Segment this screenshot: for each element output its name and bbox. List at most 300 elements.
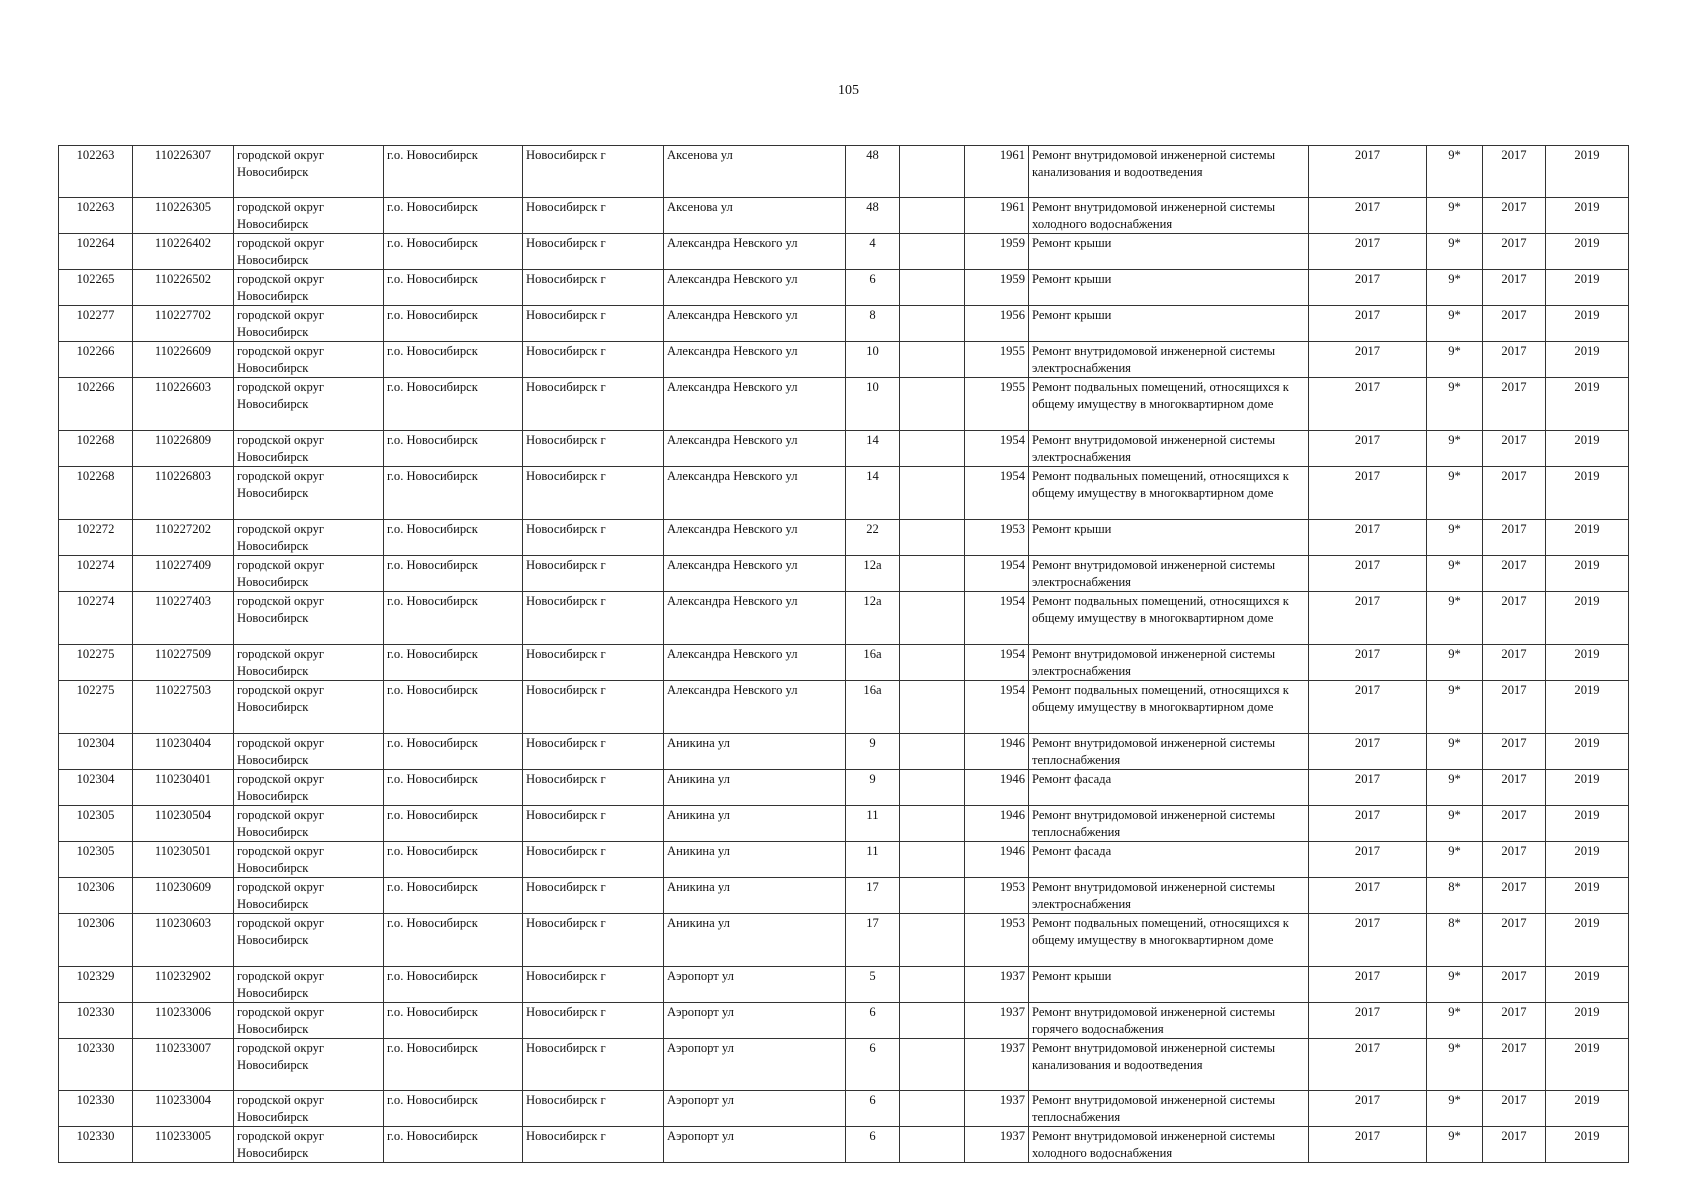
cell-district: городской округ Новосибирск <box>234 734 384 770</box>
repair-program-table <box>58 145 1629 1163</box>
cell-floors: 9* <box>1427 842 1483 878</box>
cell-start-year: 2017 <box>1483 306 1546 342</box>
cell-street: Александра Невского ул <box>664 520 846 556</box>
cell-plan-year: 2017 <box>1309 1003 1427 1039</box>
cell-work-type: Ремонт подвальных помещений, относящихся к общему имуществу в многоквартирном доме <box>1029 681 1309 734</box>
cell-code: 110226502 <box>133 270 234 306</box>
cell-street: Александра Невского ул <box>664 681 846 734</box>
cell-id: 102330 <box>59 1127 133 1163</box>
cell-house: 10 <box>846 342 900 378</box>
table-row <box>59 878 1629 914</box>
cell-street: Александра Невского ул <box>664 270 846 306</box>
cell-start-year: 2017 <box>1483 681 1546 734</box>
cell-house: 6 <box>846 1091 900 1127</box>
cell-start-year: 2017 <box>1483 806 1546 842</box>
cell-id: 102330 <box>59 1003 133 1039</box>
cell-plan-year: 2017 <box>1309 878 1427 914</box>
table-row <box>59 1127 1629 1163</box>
cell-house: 4 <box>846 234 900 270</box>
cell-floors: 9* <box>1427 306 1483 342</box>
table-row <box>59 556 1629 592</box>
cell-municipality: г.о. Новосибирск <box>384 270 523 306</box>
cell-work-type: Ремонт внутридомовой инженерной системы электроснабжения <box>1029 431 1309 467</box>
cell-city: Новосибирск г <box>523 146 664 198</box>
cell-start-year: 2017 <box>1483 1127 1546 1163</box>
table-row <box>59 342 1629 378</box>
cell-street: Александра Невского ул <box>664 378 846 431</box>
cell-empty <box>900 556 965 592</box>
cell-year-built: 1937 <box>965 967 1029 1003</box>
table-row <box>59 681 1629 734</box>
cell-floors: 9* <box>1427 378 1483 431</box>
cell-year-built: 1955 <box>965 342 1029 378</box>
cell-code: 110233006 <box>133 1003 234 1039</box>
cell-street: Александра Невского ул <box>664 467 846 520</box>
cell-id: 102304 <box>59 770 133 806</box>
cell-id: 102263 <box>59 198 133 234</box>
cell-district: городской округ Новосибирск <box>234 1003 384 1039</box>
cell-district: городской округ Новосибирск <box>234 467 384 520</box>
cell-end-year: 2019 <box>1546 342 1629 378</box>
table-row <box>59 592 1629 645</box>
cell-house: 12а <box>846 556 900 592</box>
cell-floors: 9* <box>1427 1127 1483 1163</box>
cell-floors: 9* <box>1427 806 1483 842</box>
cell-work-type: Ремонт крыши <box>1029 234 1309 270</box>
cell-code: 110233004 <box>133 1091 234 1127</box>
cell-plan-year: 2017 <box>1309 378 1427 431</box>
cell-work-type: Ремонт подвальных помещений, относящихся к общему имуществу в многоквартирном доме <box>1029 914 1309 967</box>
cell-district: городской округ Новосибирск <box>234 842 384 878</box>
table-row <box>59 146 1629 198</box>
cell-code: 110226402 <box>133 234 234 270</box>
cell-id: 102266 <box>59 378 133 431</box>
cell-plan-year: 2017 <box>1309 1091 1427 1127</box>
cell-district: городской округ Новосибирск <box>234 878 384 914</box>
cell-plan-year: 2017 <box>1309 556 1427 592</box>
cell-district: городской округ Новосибирск <box>234 431 384 467</box>
cell-municipality: г.о. Новосибирск <box>384 234 523 270</box>
cell-start-year: 2017 <box>1483 1091 1546 1127</box>
cell-work-type: Ремонт внутридомовой инженерной системы теплоснабжения <box>1029 806 1309 842</box>
cell-end-year: 2019 <box>1546 1091 1629 1127</box>
cell-start-year: 2017 <box>1483 234 1546 270</box>
cell-code: 110226809 <box>133 431 234 467</box>
cell-year-built: 1954 <box>965 645 1029 681</box>
cell-municipality: г.о. Новосибирск <box>384 878 523 914</box>
cell-house: 9 <box>846 770 900 806</box>
cell-plan-year: 2017 <box>1309 842 1427 878</box>
cell-floors: 8* <box>1427 878 1483 914</box>
cell-floors: 9* <box>1427 146 1483 198</box>
cell-city: Новосибирск г <box>523 1003 664 1039</box>
cell-street: Аникина ул <box>664 734 846 770</box>
cell-work-type: Ремонт крыши <box>1029 270 1309 306</box>
cell-work-type: Ремонт внутридомовой инженерной системы канализования и водоотведения <box>1029 1039 1309 1091</box>
page-number: 105 <box>838 83 859 98</box>
cell-house: 48 <box>846 146 900 198</box>
cell-code: 110230603 <box>133 914 234 967</box>
cell-id: 102272 <box>59 520 133 556</box>
cell-floors: 9* <box>1427 342 1483 378</box>
cell-id: 102264 <box>59 234 133 270</box>
cell-street: Аэропорт ул <box>664 1039 846 1091</box>
cell-work-type: Ремонт крыши <box>1029 967 1309 1003</box>
cell-end-year: 2019 <box>1546 556 1629 592</box>
cell-house: 6 <box>846 1003 900 1039</box>
cell-district: городской округ Новосибирск <box>234 1091 384 1127</box>
cell-city: Новосибирск г <box>523 520 664 556</box>
cell-city: Новосибирск г <box>523 645 664 681</box>
cell-work-type: Ремонт крыши <box>1029 306 1309 342</box>
cell-empty <box>900 842 965 878</box>
cell-city: Новосибирск г <box>523 1039 664 1091</box>
cell-code: 110230504 <box>133 806 234 842</box>
cell-city: Новосибирск г <box>523 342 664 378</box>
cell-empty <box>900 645 965 681</box>
cell-start-year: 2017 <box>1483 556 1546 592</box>
cell-city: Новосибирск г <box>523 306 664 342</box>
cell-municipality: г.о. Новосибирск <box>384 967 523 1003</box>
cell-empty <box>900 878 965 914</box>
cell-empty <box>900 270 965 306</box>
cell-floors: 9* <box>1427 431 1483 467</box>
cell-empty <box>900 1003 965 1039</box>
cell-code: 110227509 <box>133 645 234 681</box>
cell-floors: 8* <box>1427 914 1483 967</box>
table-row <box>59 467 1629 520</box>
cell-house: 11 <box>846 842 900 878</box>
cell-year-built: 1953 <box>965 914 1029 967</box>
cell-empty <box>900 734 965 770</box>
cell-house: 10 <box>846 378 900 431</box>
cell-district: городской округ Новосибирск <box>234 681 384 734</box>
cell-floors: 9* <box>1427 556 1483 592</box>
cell-street: Александра Невского ул <box>664 306 846 342</box>
cell-district: городской округ Новосибирск <box>234 306 384 342</box>
cell-code: 110230401 <box>133 770 234 806</box>
cell-city: Новосибирск г <box>523 1127 664 1163</box>
cell-floors: 9* <box>1427 234 1483 270</box>
cell-municipality: г.о. Новосибирск <box>384 467 523 520</box>
cell-start-year: 2017 <box>1483 342 1546 378</box>
cell-work-type: Ремонт подвальных помещений, относящихся к общему имуществу в многоквартирном доме <box>1029 467 1309 520</box>
cell-end-year: 2019 <box>1546 198 1629 234</box>
cell-start-year: 2017 <box>1483 967 1546 1003</box>
cell-code: 110227503 <box>133 681 234 734</box>
cell-plan-year: 2017 <box>1309 734 1427 770</box>
cell-work-type: Ремонт внутридомовой инженерной системы горячего водоснабжения <box>1029 1003 1309 1039</box>
cell-code: 110232902 <box>133 967 234 1003</box>
cell-plan-year: 2017 <box>1309 770 1427 806</box>
cell-end-year: 2019 <box>1546 270 1629 306</box>
cell-empty <box>900 520 965 556</box>
cell-municipality: г.о. Новосибирск <box>384 592 523 645</box>
cell-district: городской округ Новосибирск <box>234 592 384 645</box>
cell-empty <box>900 1127 965 1163</box>
table-row <box>59 1039 1629 1091</box>
cell-start-year: 2017 <box>1483 914 1546 967</box>
cell-plan-year: 2017 <box>1309 342 1427 378</box>
cell-plan-year: 2017 <box>1309 146 1427 198</box>
cell-city: Новосибирск г <box>523 431 664 467</box>
cell-district: городской округ Новосибирск <box>234 378 384 431</box>
cell-city: Новосибирск г <box>523 556 664 592</box>
cell-work-type: Ремонт внутридомовой инженерной системы теплоснабжения <box>1029 1091 1309 1127</box>
cell-empty <box>900 431 965 467</box>
cell-municipality: г.о. Новосибирск <box>384 806 523 842</box>
cell-start-year: 2017 <box>1483 592 1546 645</box>
cell-floors: 9* <box>1427 1039 1483 1091</box>
cell-house: 9 <box>846 734 900 770</box>
cell-empty <box>900 967 965 1003</box>
cell-plan-year: 2017 <box>1309 1039 1427 1091</box>
table-row <box>59 770 1629 806</box>
cell-floors: 9* <box>1427 770 1483 806</box>
cell-street: Аникина ул <box>664 842 846 878</box>
table-row <box>59 914 1629 967</box>
cell-house: 22 <box>846 520 900 556</box>
cell-code: 110233005 <box>133 1127 234 1163</box>
cell-house: 14 <box>846 467 900 520</box>
cell-end-year: 2019 <box>1546 842 1629 878</box>
cell-start-year: 2017 <box>1483 878 1546 914</box>
cell-floors: 9* <box>1427 681 1483 734</box>
cell-end-year: 2019 <box>1546 431 1629 467</box>
cell-district: городской округ Новосибирск <box>234 914 384 967</box>
cell-year-built: 1937 <box>965 1127 1029 1163</box>
cell-city: Новосибирск г <box>523 734 664 770</box>
cell-year-built: 1937 <box>965 1039 1029 1091</box>
cell-start-year: 2017 <box>1483 270 1546 306</box>
cell-city: Новосибирск г <box>523 234 664 270</box>
cell-municipality: г.о. Новосибирск <box>384 770 523 806</box>
cell-city: Новосибирск г <box>523 806 664 842</box>
cell-id: 102265 <box>59 270 133 306</box>
cell-year-built: 1937 <box>965 1091 1029 1127</box>
cell-street: Александра Невского ул <box>664 645 846 681</box>
cell-year-built: 1954 <box>965 431 1029 467</box>
cell-municipality: г.о. Новосибирск <box>384 734 523 770</box>
cell-work-type: Ремонт подвальных помещений, относящихся к общему имуществу в многоквартирном доме <box>1029 378 1309 431</box>
cell-start-year: 2017 <box>1483 645 1546 681</box>
cell-plan-year: 2017 <box>1309 520 1427 556</box>
cell-start-year: 2017 <box>1483 467 1546 520</box>
cell-district: городской округ Новосибирск <box>234 342 384 378</box>
cell-empty <box>900 342 965 378</box>
cell-end-year: 2019 <box>1546 806 1629 842</box>
cell-end-year: 2019 <box>1546 914 1629 967</box>
cell-street: Александра Невского ул <box>664 234 846 270</box>
cell-end-year: 2019 <box>1546 146 1629 198</box>
cell-year-built: 1946 <box>965 734 1029 770</box>
cell-floors: 9* <box>1427 198 1483 234</box>
cell-work-type: Ремонт крыши <box>1029 520 1309 556</box>
cell-year-built: 1954 <box>965 556 1029 592</box>
cell-id: 102305 <box>59 806 133 842</box>
cell-year-built: 1946 <box>965 842 1029 878</box>
cell-year-built: 1954 <box>965 592 1029 645</box>
cell-work-type: Ремонт внутридомовой инженерной системы канализования и водоотведения <box>1029 146 1309 198</box>
cell-start-year: 2017 <box>1483 431 1546 467</box>
cell-code: 110226603 <box>133 378 234 431</box>
cell-end-year: 2019 <box>1546 234 1629 270</box>
cell-work-type: Ремонт внутридомовой инженерной системы электроснабжения <box>1029 556 1309 592</box>
table-row <box>59 842 1629 878</box>
cell-year-built: 1946 <box>965 770 1029 806</box>
cell-empty <box>900 146 965 198</box>
cell-end-year: 2019 <box>1546 681 1629 734</box>
cell-city: Новосибирск г <box>523 378 664 431</box>
cell-id: 102266 <box>59 342 133 378</box>
cell-city: Новосибирск г <box>523 198 664 234</box>
cell-empty <box>900 234 965 270</box>
cell-house: 17 <box>846 878 900 914</box>
cell-empty <box>900 770 965 806</box>
cell-floors: 9* <box>1427 967 1483 1003</box>
cell-plan-year: 2017 <box>1309 806 1427 842</box>
cell-plan-year: 2017 <box>1309 681 1427 734</box>
cell-id: 102268 <box>59 467 133 520</box>
cell-plan-year: 2017 <box>1309 467 1427 520</box>
cell-street: Аэропорт ул <box>664 1091 846 1127</box>
cell-work-type: Ремонт внутридомовой инженерной системы холодного водоснабжения <box>1029 198 1309 234</box>
cell-code: 110226305 <box>133 198 234 234</box>
cell-plan-year: 2017 <box>1309 967 1427 1003</box>
cell-empty <box>900 914 965 967</box>
table-body <box>59 146 1629 1163</box>
cell-house: 11 <box>846 806 900 842</box>
cell-house: 16а <box>846 645 900 681</box>
cell-id: 102305 <box>59 842 133 878</box>
table-row <box>59 306 1629 342</box>
table-row <box>59 734 1629 770</box>
cell-code: 110233007 <box>133 1039 234 1091</box>
cell-plan-year: 2017 <box>1309 234 1427 270</box>
cell-year-built: 1961 <box>965 198 1029 234</box>
cell-floors: 9* <box>1427 645 1483 681</box>
cell-year-built: 1937 <box>965 1003 1029 1039</box>
cell-code: 110227702 <box>133 306 234 342</box>
cell-code: 110227202 <box>133 520 234 556</box>
cell-code: 110230609 <box>133 878 234 914</box>
cell-city: Новосибирск г <box>523 592 664 645</box>
cell-empty <box>900 1091 965 1127</box>
cell-id: 102306 <box>59 914 133 967</box>
cell-id: 102268 <box>59 431 133 467</box>
cell-city: Новосибирск г <box>523 270 664 306</box>
cell-house: 6 <box>846 1127 900 1163</box>
cell-year-built: 1954 <box>965 681 1029 734</box>
cell-end-year: 2019 <box>1546 967 1629 1003</box>
table-row <box>59 1003 1629 1039</box>
cell-municipality: г.о. Новосибирск <box>384 1091 523 1127</box>
cell-end-year: 2019 <box>1546 1003 1629 1039</box>
cell-floors: 9* <box>1427 734 1483 770</box>
cell-work-type: Ремонт внутридомовой инженерной системы теплоснабжения <box>1029 734 1309 770</box>
cell-work-type: Ремонт фасада <box>1029 842 1309 878</box>
table-row <box>59 1091 1629 1127</box>
cell-district: городской округ Новосибирск <box>234 198 384 234</box>
cell-floors: 9* <box>1427 592 1483 645</box>
cell-municipality: г.о. Новосибирск <box>384 1003 523 1039</box>
cell-municipality: г.о. Новосибирск <box>384 556 523 592</box>
cell-empty <box>900 467 965 520</box>
cell-start-year: 2017 <box>1483 520 1546 556</box>
cell-id: 102275 <box>59 681 133 734</box>
cell-street: Аксенова ул <box>664 198 846 234</box>
cell-municipality: г.о. Новосибирск <box>384 1127 523 1163</box>
cell-municipality: г.о. Новосибирск <box>384 681 523 734</box>
cell-year-built: 1954 <box>965 467 1029 520</box>
cell-end-year: 2019 <box>1546 1127 1629 1163</box>
cell-municipality: г.о. Новосибирск <box>384 914 523 967</box>
cell-street: Аэропорт ул <box>664 967 846 1003</box>
cell-empty <box>900 806 965 842</box>
table-row <box>59 967 1629 1003</box>
cell-start-year: 2017 <box>1483 198 1546 234</box>
cell-street: Аэропорт ул <box>664 1003 846 1039</box>
cell-id: 102275 <box>59 645 133 681</box>
cell-house: 48 <box>846 198 900 234</box>
table-row <box>59 806 1629 842</box>
cell-house: 8 <box>846 306 900 342</box>
cell-municipality: г.о. Новосибирск <box>384 306 523 342</box>
cell-id: 102329 <box>59 967 133 1003</box>
cell-municipality: г.о. Новосибирск <box>384 520 523 556</box>
cell-municipality: г.о. Новосибирск <box>384 1039 523 1091</box>
cell-start-year: 2017 <box>1483 734 1546 770</box>
cell-work-type: Ремонт внутридомовой инженерной системы электроснабжения <box>1029 878 1309 914</box>
cell-city: Новосибирск г <box>523 467 664 520</box>
cell-work-type: Ремонт подвальных помещений, относящихся к общему имуществу в многоквартирном доме <box>1029 592 1309 645</box>
cell-municipality: г.о. Новосибирск <box>384 198 523 234</box>
cell-district: городской округ Новосибирск <box>234 967 384 1003</box>
table-row <box>59 198 1629 234</box>
cell-city: Новосибирск г <box>523 914 664 967</box>
cell-empty <box>900 306 965 342</box>
cell-id: 102330 <box>59 1091 133 1127</box>
cell-empty <box>900 681 965 734</box>
cell-floors: 9* <box>1427 520 1483 556</box>
cell-end-year: 2019 <box>1546 378 1629 431</box>
cell-id: 102274 <box>59 592 133 645</box>
cell-year-built: 1956 <box>965 306 1029 342</box>
cell-year-built: 1961 <box>965 146 1029 198</box>
cell-plan-year: 2017 <box>1309 645 1427 681</box>
cell-district: городской округ Новосибирск <box>234 270 384 306</box>
cell-municipality: г.о. Новосибирск <box>384 431 523 467</box>
cell-house: 14 <box>846 431 900 467</box>
table-row <box>59 431 1629 467</box>
cell-city: Новосибирск г <box>523 770 664 806</box>
cell-empty <box>900 1039 965 1091</box>
cell-house: 5 <box>846 967 900 1003</box>
cell-house: 12а <box>846 592 900 645</box>
cell-plan-year: 2017 <box>1309 592 1427 645</box>
cell-street: Александра Невского ул <box>664 592 846 645</box>
cell-city: Новосибирск г <box>523 681 664 734</box>
cell-street: Аникина ул <box>664 806 846 842</box>
cell-plan-year: 2017 <box>1309 1127 1427 1163</box>
cell-work-type: Ремонт внутридомовой инженерной системы электроснабжения <box>1029 342 1309 378</box>
cell-id: 102277 <box>59 306 133 342</box>
cell-district: городской округ Новосибирск <box>234 146 384 198</box>
cell-municipality: г.о. Новосибирск <box>384 146 523 198</box>
cell-year-built: 1953 <box>965 878 1029 914</box>
cell-id: 102306 <box>59 878 133 914</box>
cell-end-year: 2019 <box>1546 1039 1629 1091</box>
